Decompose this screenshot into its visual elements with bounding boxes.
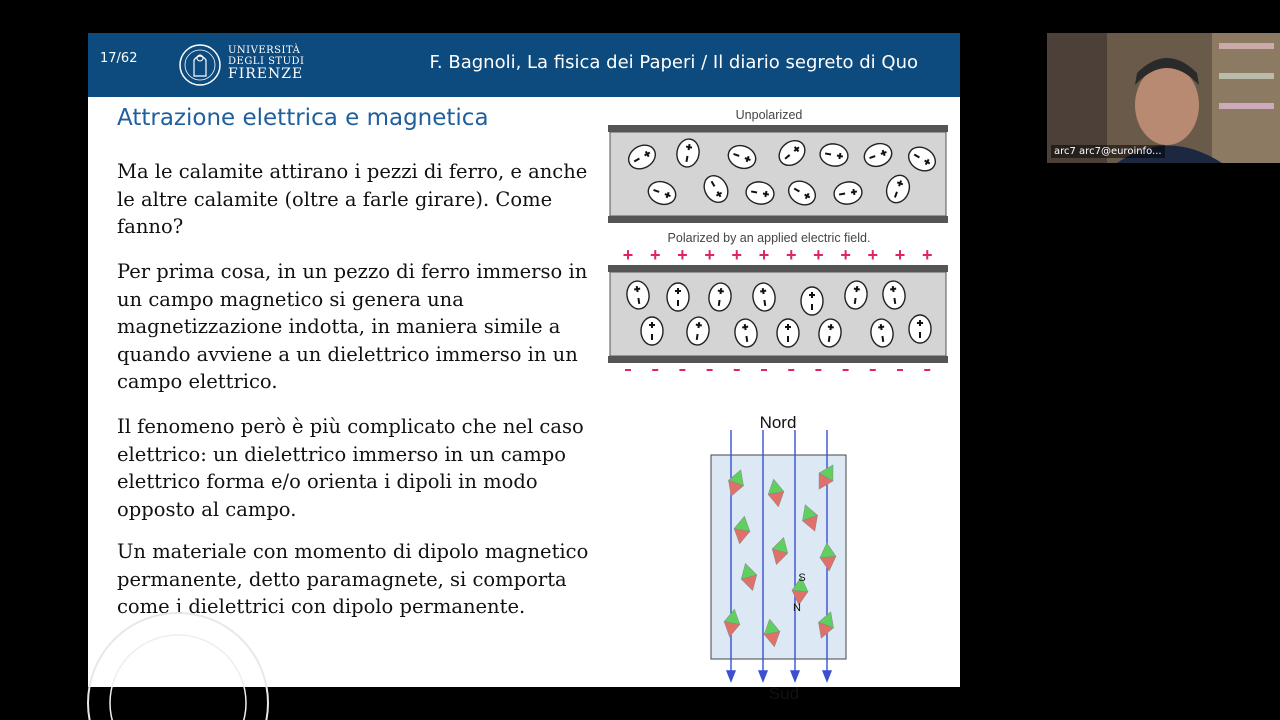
dielectric-polarization-figure (606, 105, 951, 703)
header-title: F. Bagnoli, La fisica dei Paperi / Il diario segreto di Quo (429, 52, 918, 73)
paragraph-3: Il fenomeno però è più complicato che nel caso elettrico: un dielettrico immerso in un campo elettrico forma e/o orienta i dipoli in modo opposto al campo. (117, 415, 584, 521)
minus-sign (788, 369, 794, 371)
polarized-label: Polarized by an applied electric field. (667, 231, 871, 245)
paragraph-4: Un materiale con momento di dipolo magnetico permanente, detto paramagnete, si comporta come i dielettrici con dipolo permanente. (117, 540, 589, 618)
plus-sign: + (785, 245, 797, 265)
minus-sign (843, 369, 849, 371)
participant-name-label: arc7 arc7@euroinfo... (1051, 145, 1165, 158)
plus-sign: + (894, 245, 906, 265)
seal-watermark-icon (88, 593, 268, 713)
n-pole-label: N (793, 602, 801, 614)
speaker-video-icon (1047, 33, 1280, 163)
minus-sign (625, 369, 631, 371)
field-arrow-icon (759, 671, 767, 681)
plus-sign: + (622, 245, 634, 265)
logo-line-2: DEGLI STUDI (228, 56, 305, 67)
field-arrow-icon (727, 671, 735, 681)
plus-sign: + (921, 245, 933, 265)
positive-charges-row (623, 245, 933, 265)
polarized-dipole-4 (801, 287, 823, 315)
university-logo-text (228, 45, 305, 82)
minus-sign (761, 369, 767, 371)
paragraph-1: Ma le calamite attirano i pezzi di ferro, e anche le altre calamite (oltre a farle girare). Come fanno? (117, 160, 588, 238)
negative-charges-row (625, 369, 930, 371)
plus-sign: + (731, 245, 743, 265)
plus-sign: + (677, 245, 688, 265)
minus-sign (652, 369, 658, 371)
logo-line-1: UNIVERSITÀ (228, 45, 301, 56)
plus-sign: + (813, 245, 824, 265)
logo-line-3: FIRENZE (228, 66, 304, 82)
plus-sign: + (867, 245, 879, 265)
university-seal-icon (178, 42, 222, 88)
polarized-dipole-7 (641, 317, 663, 345)
minus-sign (815, 369, 821, 371)
slide-header (88, 33, 960, 97)
field-arrow-icon (823, 671, 831, 681)
minus-sign (707, 369, 713, 371)
slide-title: Attrazione elettrica e magnetica (117, 105, 489, 131)
polarized-dipole-1 (667, 283, 689, 311)
plus-sign: + (758, 245, 770, 265)
polarized-dipole-10 (777, 319, 799, 347)
minus-sign (679, 369, 685, 371)
field-arrow-icon (791, 671, 799, 681)
paragraph-2: Per prima cosa, in un pezzo di ferro immerso in un campo magnetico si genera una magnetizzazione indotta, in maniera simile a quando avviene a un dielettrico immerso in un campo elettrico. (117, 260, 588, 393)
s-pole-label: S (798, 572, 806, 584)
plus-sign: + (704, 245, 715, 265)
plus-sign: + (840, 245, 851, 265)
south-label: Sud (768, 684, 800, 703)
minus-sign (924, 369, 930, 371)
minus-sign (870, 369, 876, 371)
webcam-video-tile[interactable] (1047, 33, 1280, 163)
unpolarized-dielectric (608, 125, 948, 223)
polarized-dielectric (608, 265, 948, 363)
minus-sign (734, 369, 740, 371)
north-label: Nord (759, 413, 797, 432)
plus-sign: + (649, 245, 661, 265)
page-number: 17/62 (100, 51, 138, 66)
presentation-slide (88, 33, 960, 703)
polarized-dipole-13 (909, 315, 931, 343)
unpolarized-label: Unpolarized (735, 108, 803, 122)
minus-sign (897, 369, 903, 371)
